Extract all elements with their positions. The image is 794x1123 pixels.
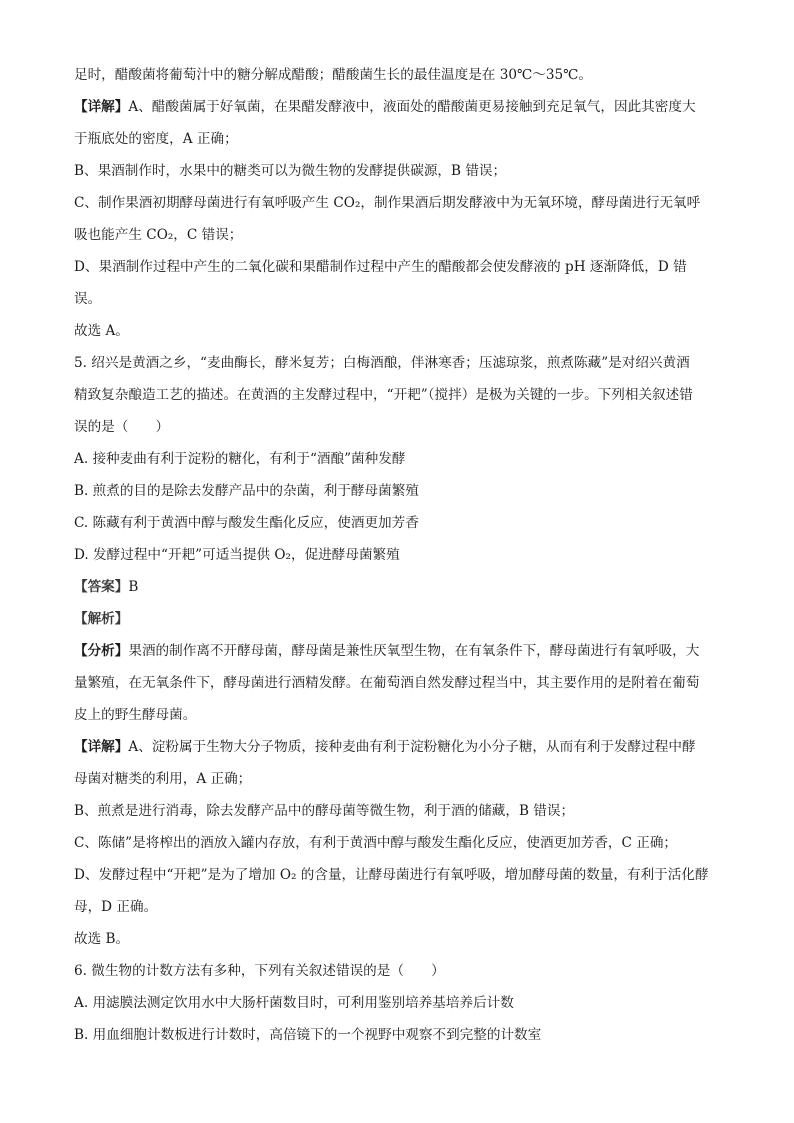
analysis-heading — [74, 610, 128, 628]
text-line: 量繁殖，在无氧条件下，酵母菌进行酒精发酵。在葡萄酒自然发酵过程当中，其主要作用的是附着在葡萄 — [74, 675, 700, 691]
question-6-stem: 6. 微生物的计数方法有多种，下列有关叙述错误的是（ ） — [74, 963, 445, 979]
detail-label: 【详解】 — [74, 739, 129, 755]
option-a: A. 用滤膜法测定饮用水中大肠杆菌数目时，可利用鉴别培养基培养后计数 — [74, 995, 514, 1011]
text-line: 皮上的野生酵母菌。 — [74, 707, 197, 723]
text-line: B、果酒制作时，水果中的糖类可以为微生物的发酵提供碳源，B 错误； — [74, 163, 507, 179]
answer-line — [74, 578, 138, 596]
text-line: D、发酵过程中“开耙”是为了增加 O₂ 的含量，让酵母菌进行有氧呼吸，增加酵母菌的数量，有利于活化酵 — [74, 867, 709, 883]
text-line: D、果酒制作过程中产生的二氧化碳和果醋制作过程中产生的醋酸都会使发酵液的 pH 逐渐降低，D 错 — [74, 259, 687, 275]
text-line: B、煎煮是进行消毒，除去发酵产品中的酵母菌等微生物，利于酒的储藏，B 错误； — [74, 803, 575, 819]
text-line: 母，D 正确。 — [74, 899, 158, 915]
answer-value: B — [128, 579, 139, 595]
text-line: C、陈储”是将榨出的酒放入罐内存放，有利于黄酒中醇与酸发生酯化反应，使酒更加芳香，C 正确； — [74, 835, 678, 851]
conclusion-line: 故选 B。 — [74, 931, 130, 947]
text-line: 足时，醋酸菌将葡萄汁中的糖分解成醋酸；醋酸菌生长的最佳温度是在 30℃～35℃。 — [74, 67, 592, 83]
detail-paragraph — [74, 98, 696, 116]
option-a: A. 接种麦曲有利于淀粉的糖化，有利于“酒酿”菌种发酵 — [74, 451, 406, 467]
text-line: 精致复杂酿造工艺的描述。在黄酒的主发酵过程中，“开耙”（搅拌）是极为关键的一步。下列相关叙述错 — [74, 387, 693, 403]
text-line: 吸也能产生 CO₂，C 错误； — [74, 227, 243, 243]
conclusion-line: 故选 A。 — [74, 323, 129, 339]
option-c: C. 陈藏有利于黄酒中醇与酸发生酯化反应，使酒更加芳香 — [74, 515, 419, 531]
text-line: 误的是（ ） — [74, 419, 170, 435]
detail-label: 【详解】 — [74, 99, 129, 115]
text-line: 于瓶底处的密度，A 正确； — [74, 131, 238, 147]
detail-paragraph — [74, 738, 696, 756]
question-5-stem: 5. 绍兴是黄酒之乡，“麦曲酶长，酵米复芳；白梅酒酿，伴淋寒香；压滤琼浆，煎煮陈藏”是对绍兴黄酒 — [74, 355, 690, 371]
analysis-label: 【解析】 — [74, 611, 129, 627]
option-b: B. 煎煮的目的是除去发酵产品中的杂菌，利于酵母菌繁殖 — [74, 483, 419, 499]
option-d: D. 发酵过程中“开耙”可适当提供 O₂，促进酵母菌繁殖 — [74, 547, 400, 563]
analysis-sub-label: 【分析】 — [74, 643, 129, 659]
detail-text: A、淀粉属于生物大分子物质，接种麦曲有利于淀粉糖化为小分子糖，从而有利于发酵过程中酵 — [128, 739, 696, 755]
text-line: 母菌对糖类的利用，A 正确； — [74, 771, 252, 787]
text-line: C、制作果酒初期酵母菌进行有氧呼吸产生 CO₂，制作果酒后期发酵液中为无氧环境，酵母菌进行无氧呼 — [74, 195, 701, 211]
option-b: B. 用血细胞计数板进行计数时，高倍镜下的一个视野中观察不到完整的计数室 — [74, 1027, 542, 1043]
detail-text: A、醋酸菌属于好氧菌，在果醋发酵液中，液面处的醋酸菌更易接触到充足氧气，因此其密度大 — [128, 99, 696, 115]
answer-label: 【答案】 — [74, 579, 129, 595]
analysis-text: 果酒的制作离不开酵母菌，酵母菌是兼性厌氧型生物，在有氧条件下，酵母菌进行有氧呼吸，大 — [128, 643, 700, 659]
text-line: 误。 — [74, 291, 102, 307]
analysis-paragraph — [74, 642, 699, 660]
